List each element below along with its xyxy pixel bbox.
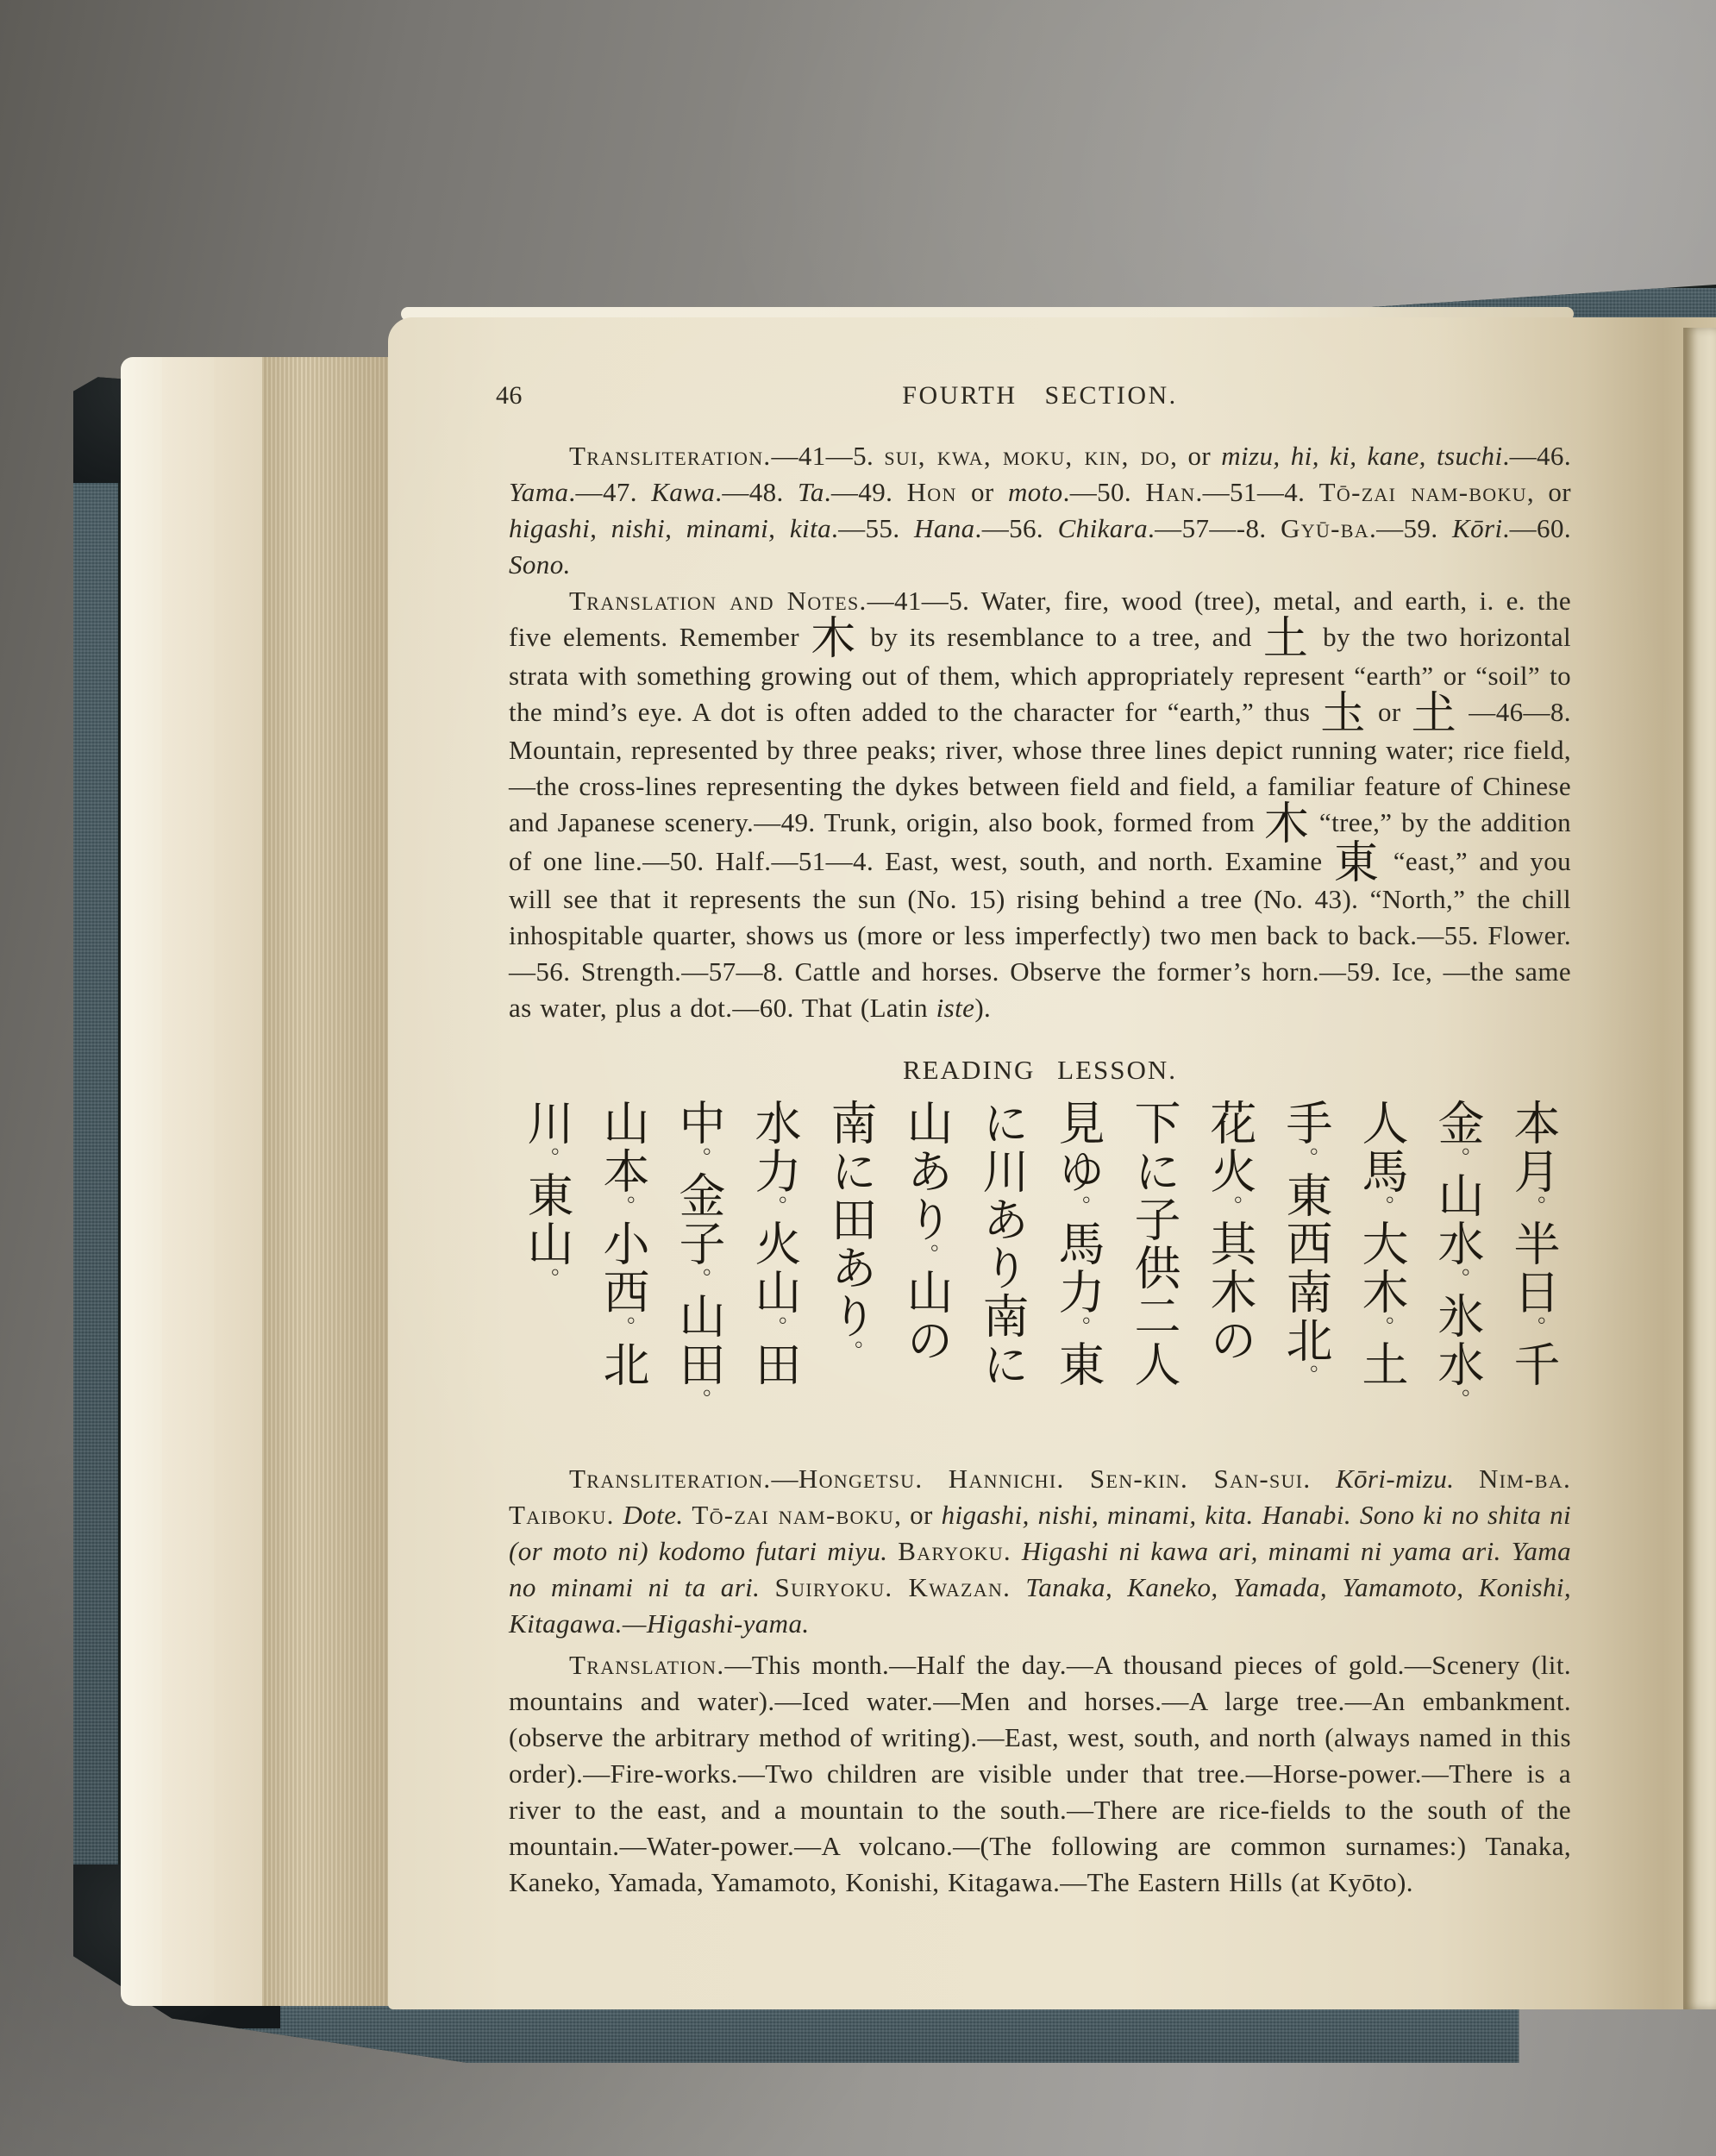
text-segment: Chikara (1057, 513, 1149, 543)
kanji-character: り (824, 1292, 878, 1341)
kanji-character: 小 (596, 1219, 650, 1269)
reading-lesson-column (661, 1099, 736, 1445)
reading-lesson-column (585, 1099, 661, 1445)
text-segment: Ta (798, 477, 824, 507)
kanji-character: 日 (1506, 1268, 1561, 1317)
text-segment: or (956, 477, 1008, 507)
kanji-character: 花 (1203, 1099, 1257, 1148)
ideographic-period: 。 (686, 1147, 711, 1172)
kanji-character: 中 (672, 1099, 726, 1148)
text-segment: —This month.—Half the day.—A thousand pieces of gold.—Scenery (lit. mountains and water).—Iced water.—Men and horses.—A large tree.—An embankment. (observe the arbitrary method of writing).—East, west, south, and north (always named in this order).—Fire-works.—Two children are visible under that tree.—Horse-power.—There is a river to the east, and a mountain to the south.—There are rice-fields to the south of the mountain.—Water-power.—A volcano.—(The following are common surnames:) Tanaka, Kaneko, Yamada, Yamamoto, Konishi, Kitagawa.—The Eastern Hills (at Kyōto). (509, 1650, 1571, 1898)
kanji-character: 其 (1203, 1219, 1257, 1269)
reading-lesson-column (1268, 1099, 1343, 1445)
book-page (388, 317, 1716, 2009)
page-number: 46 (496, 381, 523, 410)
kanji-character: 馬 (1355, 1147, 1409, 1196)
kanji-character: 田 (748, 1340, 802, 1389)
kanji-character: 氷 (1431, 1292, 1485, 1341)
kanji-character: 北 (1279, 1316, 1333, 1365)
text-segment: iste (936, 993, 975, 1024)
kanji-character: 水 (748, 1099, 802, 1148)
inline-kanji: 木 (811, 613, 860, 665)
reading-lesson-column (1419, 1099, 1495, 1445)
text-segment: higashi, nishi, minami, kita. Hanabi. Sono ki no shita ni (or moto ni) kodomo futari miyu. (509, 1500, 1572, 1567)
kanji-character: に (1127, 1147, 1181, 1196)
kanji-character: 子 (1127, 1195, 1181, 1244)
text-segment: .—51—4. (1195, 477, 1319, 507)
kanji-character: 田 (672, 1340, 726, 1389)
kanji-character: 東 (1279, 1171, 1333, 1220)
ideographic-period: 。 (1293, 1147, 1318, 1172)
ideographic-period: 。 (1444, 1268, 1470, 1293)
kanji-character: り (975, 1244, 1030, 1293)
text-segment (615, 1500, 623, 1530)
kanji-character: 半 (1506, 1219, 1561, 1269)
text-segment: Translation and Notes. (569, 586, 867, 616)
kanji-character: 水 (1431, 1219, 1485, 1269)
inline-kanji: 木 (1263, 799, 1311, 851)
reading-lesson-column (1192, 1099, 1268, 1445)
text-segment: .—60. (1502, 513, 1571, 543)
paragraph-translation (509, 1647, 1571, 1901)
kanji-character: 子 (672, 1219, 726, 1269)
kanji-character: 力 (1051, 1268, 1105, 1317)
text-segment: .—47. (568, 477, 652, 507)
kanji-character: 本 (596, 1147, 650, 1196)
kanji-character: 金 (672, 1171, 726, 1220)
reading-lesson-column (1495, 1099, 1571, 1445)
text-segment: Kawa (651, 477, 716, 507)
kanji-character: 見 (1051, 1099, 1105, 1148)
kanji-character: 木 (1355, 1268, 1409, 1317)
kanji-character: 山 (596, 1099, 650, 1148)
ideographic-period: 。 (686, 1268, 711, 1293)
text-segment: Nim-ba. Taiboku. (509, 1463, 1571, 1531)
text-segment: .—56. (974, 513, 1058, 543)
kanji-character: 手 (1279, 1099, 1333, 1148)
text-segment: —46—8. Mountain, represented by three peaks; river, whose three lines depict running water; rice field,—the cross-lines representing the dykes between field and field, a familiar feature of Chinese and Japanese scenery.—49. Trunk, origin, also book, formed from (509, 696, 1571, 838)
ideographic-period: 。 (1217, 1195, 1243, 1220)
kanji-character: 大 (1355, 1219, 1409, 1269)
kanji-character: 山 (520, 1219, 574, 1269)
text-segment: Hon (906, 477, 957, 507)
ideographic-period: 。 (1065, 1195, 1091, 1220)
kanji-character: 東 (1051, 1340, 1105, 1389)
ideographic-period: 。 (1520, 1316, 1546, 1341)
reading-lesson-column (1040, 1099, 1116, 1445)
kanji-character: 南 (824, 1099, 878, 1148)
text-segment (887, 1536, 898, 1566)
kanji-character: あ (975, 1195, 1030, 1244)
book (73, 285, 1716, 2063)
kanji-character: 土 (1355, 1340, 1409, 1389)
cover-cloth-bottom-edge (203, 2002, 1613, 2063)
kanji-character: 金 (1431, 1099, 1485, 1148)
text-segment: Dote. (623, 1500, 684, 1531)
text-segment: .—49. (824, 477, 907, 507)
text-segment: .—46. (1502, 441, 1571, 471)
reading-lesson-column (1343, 1099, 1419, 1445)
text-segment: ). (974, 993, 992, 1024)
reading-lesson-column (736, 1099, 812, 1445)
kanji-character: 田 (824, 1195, 878, 1244)
text-segment: , or (1170, 441, 1222, 471)
text-segment: Transliteration. (569, 441, 772, 471)
text-segment: —41—5. Water, fire, wood (tree), metal, and earth, i. e. the five elements. Remember (509, 586, 1571, 652)
text-segment: Hongetsu. Hannichi. Sen-kin. San-sui. (798, 1463, 1312, 1495)
text-segment: by the two horizontal strata with something growing out of them, which appropriately represent “earth” or “soil” to the mind’s eye. A dot is often added to the character for “earth,” thus (509, 622, 1572, 727)
inline-kanji: 𡈽 (1411, 687, 1459, 740)
text-segment: “east,” and you will see that it represents the sun (No. 15) rising behind a tree (No. 43). “North,” the chill inhospitable quarter, shows us (more or less imperfectly) two men back to back.—55. Flower.—56. Strength.—57—8. Cattle and horses. Observe the former’s horn.—59. Ice, —the same as water, plus a dot.—60. That (Latin (509, 845, 1572, 1024)
kanji-character: 火 (748, 1219, 802, 1269)
text-segment: Kōri (1452, 513, 1503, 543)
text-segment (760, 1572, 774, 1602)
text-segment: by its resemblance to a tree, and (859, 622, 1263, 652)
ideographic-period: 。 (761, 1195, 787, 1220)
kanji-character: の (1203, 1316, 1257, 1365)
kanji-character: 木 (1203, 1268, 1257, 1317)
kanji-character: 馬 (1051, 1219, 1105, 1269)
kanji-character: 力 (748, 1147, 802, 1196)
page-header-row (496, 378, 1571, 416)
kanji-character: 山 (899, 1099, 954, 1148)
ideographic-period: 。 (1293, 1364, 1318, 1389)
kanji-character: あ (824, 1244, 878, 1293)
ideographic-period: 。 (534, 1147, 560, 1172)
reading-lesson-heading: READING LESSON. (902, 1055, 1178, 1086)
text-segment (1311, 1463, 1336, 1494)
page-content (496, 378, 1572, 1901)
ideographic-period: 。 (1520, 1195, 1546, 1220)
text-segment (1454, 1463, 1479, 1494)
ideographic-period: 。 (610, 1195, 636, 1220)
paragraph-transliteration-2 (509, 1461, 1571, 1642)
text-segment: moto (1007, 477, 1063, 507)
ideographic-period: 。 (1444, 1147, 1470, 1172)
kanji-character: 本 (1506, 1099, 1561, 1148)
kanji-character: 二 (1127, 1292, 1181, 1341)
reading-lesson-column (964, 1099, 1040, 1445)
text-segment: Gyū-ba (1281, 513, 1369, 543)
text-segment (1011, 1536, 1022, 1566)
ideographic-period: 。 (610, 1316, 636, 1341)
kanji-character: 下 (1127, 1099, 1181, 1148)
cover-cloth-left-edge (73, 483, 118, 2011)
page-edge-comb (262, 357, 397, 2006)
running-header: FOURTH SECTION. (902, 381, 1178, 410)
kanji-character: 西 (596, 1268, 650, 1317)
text-segment: Tanaka, Kaneko, Yamada, Yamamoto, Konishi, Kitagawa.—Higashi-yama. (509, 1572, 1572, 1639)
kanji-character: 火 (1203, 1147, 1257, 1196)
kanji-character: 山 (672, 1292, 726, 1341)
kanji-character: 月 (1506, 1147, 1561, 1196)
inline-kanji: 土 (1262, 613, 1312, 665)
text-segment: Sono. (509, 549, 571, 580)
kanji-character: 川 (975, 1147, 1030, 1196)
reading-lesson-column (888, 1099, 964, 1445)
kanji-character: あ (899, 1147, 954, 1196)
ideographic-period: 。 (913, 1244, 939, 1269)
kanji-character: 水 (1431, 1340, 1485, 1389)
text-segment (1011, 1572, 1025, 1602)
text-segment: Higashi ni kawa ari, minami ni yama ari. Yama no minami ni ta ari. (509, 1536, 1571, 1603)
text-segment: Hana (914, 513, 975, 543)
text-segment: , or (894, 1500, 942, 1531)
text-segment: .—57—-8. (1148, 513, 1281, 543)
kanji-character: に (824, 1147, 878, 1196)
kanji-character: の (899, 1316, 954, 1365)
text-segment: Suiryoku. Kwazan. (774, 1572, 1011, 1603)
reading-lesson-column (1116, 1099, 1192, 1445)
facing-page-edge (1683, 328, 1716, 2009)
text-segment: Baryoku. (898, 1536, 1011, 1567)
ideographic-period: 。 (761, 1316, 787, 1341)
ideographic-period: 。 (1368, 1195, 1394, 1220)
reading-lesson-vertical-text (509, 1099, 1571, 1445)
kanji-character: 人 (1355, 1099, 1409, 1148)
kanji-character: 南 (1279, 1268, 1333, 1317)
text-segment: Kōri-mizu. (1335, 1463, 1455, 1495)
ideographic-period: 。 (837, 1340, 863, 1365)
text-segment: Tō-zai nam-boku (1318, 477, 1527, 507)
ideographic-period: 。 (534, 1268, 560, 1293)
kanji-character: 東 (520, 1171, 574, 1220)
text-segment: .—55. (830, 513, 915, 543)
kanji-character: 人 (1127, 1340, 1181, 1389)
page-edges-stack (121, 357, 397, 2006)
ideographic-period: 。 (1065, 1316, 1091, 1341)
page-edge-strip (214, 357, 262, 2006)
kanji-character: 供 (1127, 1244, 1181, 1293)
kanji-character: に (975, 1340, 1030, 1389)
kanji-character: り (899, 1195, 954, 1244)
kanji-character: 山 (748, 1268, 802, 1317)
text-segment: Yama (509, 477, 569, 507)
reading-lesson-column (812, 1099, 888, 1445)
text-segment: mizu, hi, ki, kane, tsuchi (1221, 441, 1503, 471)
page-edge-strip (162, 357, 214, 2006)
text-segment (684, 1500, 692, 1530)
text-segment: Transliteration. (569, 1463, 772, 1495)
text-segment: —41—5. (771, 441, 885, 471)
kanji-character: 北 (596, 1340, 650, 1389)
kanji-character: 千 (1506, 1340, 1561, 1389)
text-segment: .—59. (1368, 513, 1453, 543)
text-segment: Translation. (569, 1650, 725, 1681)
text-segment: Tō-zai nam-boku (692, 1500, 895, 1531)
kanji-character: 南 (975, 1292, 1030, 1341)
inline-kanji: 圡 (1320, 687, 1368, 740)
text-segment: sui, kwa, moku, kin, do (884, 441, 1171, 471)
inline-kanji: 東 (1333, 837, 1382, 889)
paragraph-transliteration (509, 438, 1571, 583)
paragraph-translation-and-notes (509, 583, 1571, 1026)
text-segment: .—50. (1062, 477, 1146, 507)
text-segment: higashi, nishi, minami, kita (509, 513, 831, 543)
text-segment: Han (1145, 477, 1196, 507)
reading-lesson-column (509, 1099, 585, 1445)
text-segment: , or (1526, 477, 1571, 507)
page-edge-strip (121, 357, 162, 2006)
kanji-character: 川 (520, 1099, 574, 1148)
kanji-character: ゆ (1051, 1147, 1105, 1196)
ideographic-period: 。 (1368, 1316, 1394, 1341)
ideographic-period: 。 (1444, 1388, 1470, 1413)
kanji-character: 西 (1279, 1219, 1333, 1269)
ideographic-period: 。 (686, 1388, 711, 1413)
text-segment: or (1368, 696, 1412, 727)
kanji-character: 山 (1431, 1171, 1485, 1220)
text-segment: .—48. (715, 477, 799, 507)
kanji-character: に (975, 1099, 1030, 1148)
kanji-character: 山 (899, 1268, 954, 1317)
text-segment: — (771, 1463, 799, 1495)
text-segment: “tree,” by the addition of one line.—50. Half.—51—4. East, west, south, and north. Examine (509, 807, 1571, 876)
